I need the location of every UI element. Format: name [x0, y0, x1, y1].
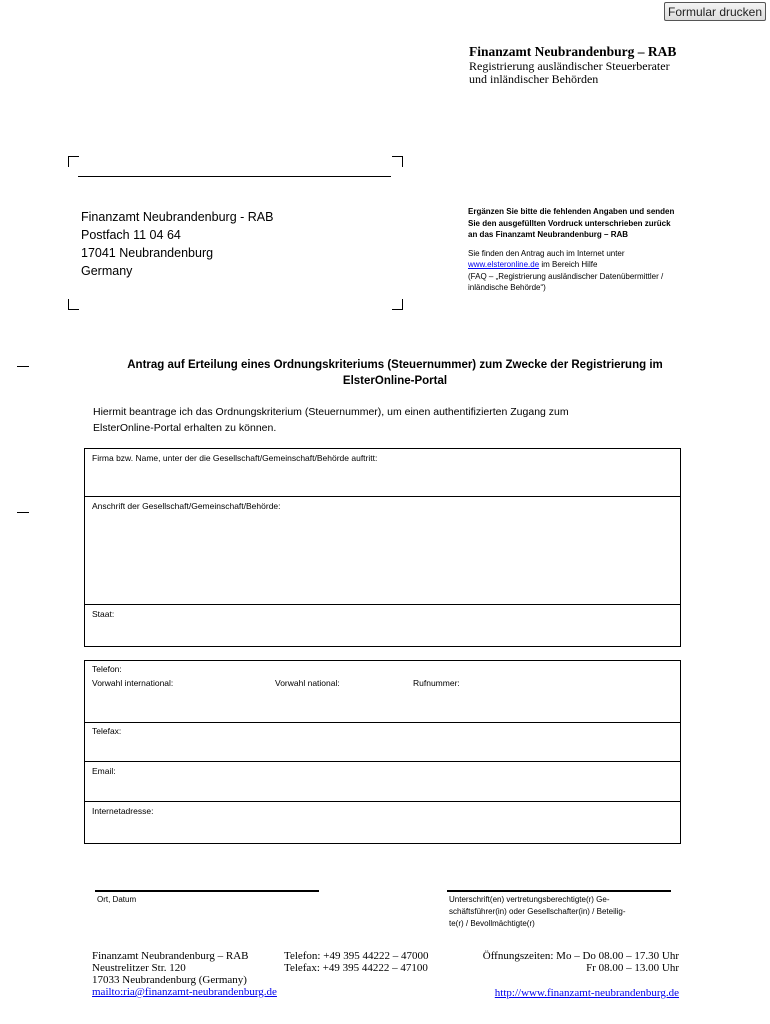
vorwahl-international-label: Vorwahl international: [92, 678, 174, 688]
footer-name: Finanzamt Neubrandenburg – RAB [92, 950, 249, 962]
footer-tel-label: Telefon: [284, 950, 321, 962]
footer-fax: +49 395 44222 – 47100 [322, 962, 428, 974]
firma-label: Firma bzw. Name, unter der die Gesellschaft/Gemeinschaft/Behörde auftritt: [92, 453, 378, 463]
email-field[interactable] [85, 762, 680, 802]
info-line: inländische Behörde“) [468, 283, 546, 292]
recipient-address [81, 208, 273, 280]
footer-hours-line2: Fr 08.00 – 13.00 Uhr [586, 962, 679, 974]
signature-label-line: Unterschrift(en) vertretungsberechtigte(r) Ge- [449, 895, 610, 904]
vorwahl-national-label: Vorwahl national: [275, 678, 340, 688]
info-line: Sie finden den Antrag auch im Internet unter [468, 248, 625, 258]
intro-line1: Hiermit beantrage ich das Ordnungskriterium (Steuernummer), um einen authentifizierten Zugang zum [93, 406, 569, 418]
staat-label: Staat: [92, 609, 115, 619]
address-line: Finanzamt Neubrandenburg - RAB [81, 210, 274, 224]
footer-mail-link[interactable]: mailto:ria@finanzamt-neubrandenburg.de [92, 986, 277, 998]
form-title-line2: ElsterOnline-Portal [342, 375, 448, 387]
firma-field[interactable] [85, 449, 680, 497]
signature-line[interactable] [447, 890, 671, 892]
info-bold-line: Ergänzen Sie bitte die fehlenden Angaben und senden [468, 207, 675, 216]
staat-field[interactable] [85, 605, 680, 646]
form-title [60, 357, 730, 389]
telefax-field[interactable] [85, 723, 680, 762]
footer-address [92, 950, 277, 998]
email-label: Email: [92, 766, 116, 776]
internet-label: Internetadresse: [92, 806, 154, 816]
window-corner-top-left [68, 156, 79, 167]
anschrift-field[interactable] [85, 497, 680, 605]
footer-fax-label: Telefax: [284, 962, 320, 974]
info-bold-line: Sie den ausgefüllten Vordruck unterschrieben zurück [468, 218, 671, 228]
footer-phone [284, 950, 428, 974]
form-title-line1: Antrag auf Erteilung eines Ordnungskriteriums (Steuernummer) zum Zwecke der Registrierung im [127, 359, 663, 371]
signature-label-line: schäftsführer(in) oder Gesellschafter(in) / Beteilig- [449, 907, 626, 916]
anschrift-label: Anschrift der Gesellschaft/Gemeinschaft/Behörde: [92, 501, 281, 511]
intro-line2: ElsterOnline-Portal erhalten zu können. [93, 422, 277, 434]
info-line: im Bereich Hilfe [539, 260, 598, 269]
address-line: Postfach 11 04 64 [81, 228, 181, 242]
address-line: 17041 Neubrandenburg [81, 246, 214, 260]
contact-form-box [84, 660, 681, 844]
footer-city: 17033 Neubrandenburg (Germany) [92, 974, 247, 986]
info-bold-line: an das Finanzamt Neubrandenburg – RAB [468, 230, 629, 239]
address-line: Germany [81, 264, 133, 278]
telefax-label: Telefax: [92, 726, 122, 736]
window-corner-top-right [392, 156, 403, 167]
window-corner-bottom-right [392, 299, 403, 310]
ort-datum-line[interactable] [95, 890, 319, 892]
signature-label-line: te(r) / Bevollmächtigte(r) [449, 919, 535, 928]
signature-label [449, 894, 679, 930]
telefon-label: Telefon: [92, 664, 122, 674]
footer-web [440, 987, 679, 999]
footer-web-link[interactable]: http://www.finanzamt-neubrandenburg.de [494, 987, 679, 999]
window-corner-bottom-left [68, 299, 79, 310]
elsteronline-link[interactable]: www.elsteronline.de [468, 260, 540, 269]
fold-mark [17, 512, 29, 513]
internet-field[interactable] [85, 802, 680, 843]
ort-datum-label: Ort, Datum [97, 895, 137, 904]
header-subtitle [469, 60, 729, 86]
info-note [468, 206, 708, 294]
info-line: (FAQ – „Registrierung ausländischer Datenübermittler / [468, 271, 664, 281]
rufnummer-label: Rufnummer: [413, 678, 460, 688]
print-form-button[interactable]: Formular drucken [664, 2, 766, 21]
footer-hours-line1: Öffnungszeiten: Mo – Do 08.00 – 17.30 Uhr [482, 950, 679, 962]
sender-line [78, 176, 391, 177]
intro-text [93, 404, 693, 436]
header-subtitle-line1: Registrierung ausländischer Steuerberater [469, 59, 670, 73]
header-subtitle-line2: und inländischer Behörden [469, 72, 599, 86]
telefon-field[interactable] [85, 661, 680, 723]
footer-hours [440, 950, 679, 974]
header-title: Finanzamt Neubrandenburg – RAB [469, 44, 677, 59]
footer-tel: +49 395 44222 – 47000 [323, 950, 429, 962]
footer-street: Neustrelitzer Str. 120 [92, 962, 186, 974]
fold-mark [17, 366, 29, 367]
company-form-box [84, 448, 681, 647]
